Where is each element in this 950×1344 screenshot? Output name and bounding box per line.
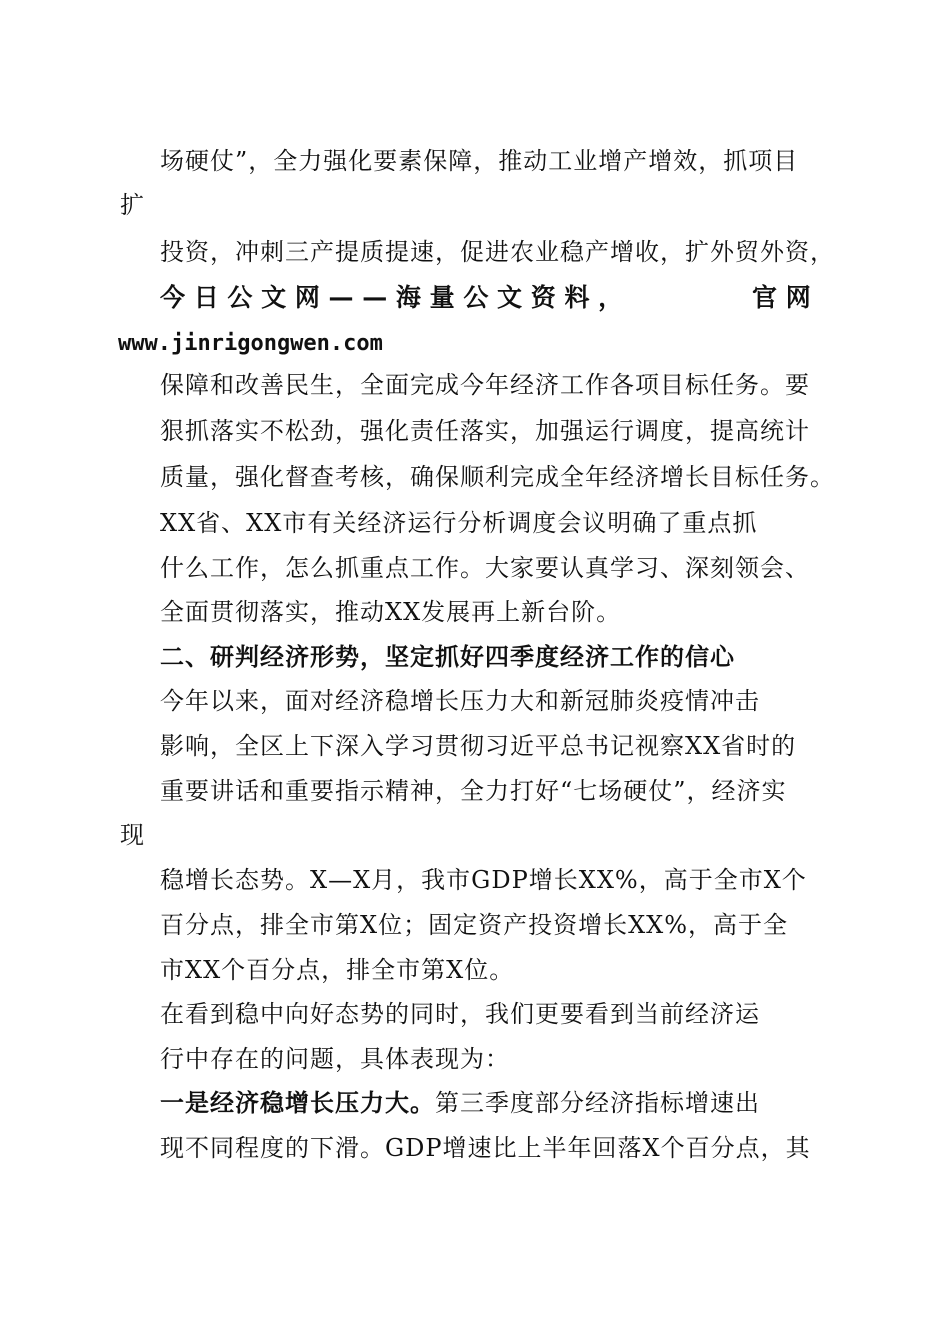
- text-line: XX省、XX市有关经济运行分析调度会议明确了重点抓: [160, 509, 758, 537]
- banner-url: www.jinrigongwen.com: [118, 331, 383, 356]
- text-line: 投资，冲刺三产提质提速，促进农业稳产增收，扩外贸外资，: [160, 238, 835, 266]
- point-one-lead: 一是经济稳增长压力大。: [160, 1089, 435, 1117]
- text-line: 保障和改善民生，全面完成今年经济工作各项目标任务。要: [160, 371, 810, 399]
- text-line: 影响，全区上下深入学习贯彻习近平总书记视察XX省时的: [160, 732, 797, 760]
- text-line: 重要讲话和重要指示精神，全力打好“七场硬仗”，经济实: [160, 777, 787, 805]
- text-line: 稳增长态势。X—X月，我市GDP增长XX%，高于全市X个: [160, 866, 807, 894]
- text-line: 市XX个百分点，排全市第X位。: [160, 956, 515, 984]
- text-line: 什么工作，怎么抓重点工作。大家要认真学习、深刻领会、: [160, 554, 810, 582]
- text-line: 在看到稳中向好态势的同时，我们更要看到当前经济运: [160, 1000, 760, 1028]
- text-line: 场硬仗”，全力强化要素保障，推动工业增产增效，抓项目: [160, 147, 799, 175]
- text-line: 今年以来，面对经济稳增长压力大和新冠肺炎疫情冲击: [160, 687, 760, 715]
- text-line: 狠抓落实不松劲，强化责任落实，加强运行调度，提高统计: [160, 417, 810, 445]
- point-one-line: [160, 1088, 760, 1118]
- text-line: 现不同程度的下滑。GDP增速比上半年回落X个百分点，其: [160, 1134, 811, 1162]
- banner-right-text: 官 网: [752, 283, 811, 312]
- section-heading: 二、研判经济形势，坚定抓好四季度经济工作的信心: [160, 643, 735, 671]
- text-line: 行中存在的问题，具体表现为：: [160, 1045, 510, 1073]
- text-line: 扩: [120, 191, 145, 219]
- text-line: 百分点，排全市第X位；固定资产投资增长XX%，高于全: [160, 911, 789, 939]
- text-line: 质量，强化督查考核，确保顺利完成全年经济增长目标任务。: [160, 463, 835, 491]
- text-line: 全面贯彻落实，推动XX发展再上新台阶。: [160, 598, 622, 626]
- point-one-text: 第三季度部分经济指标增速出: [435, 1089, 760, 1117]
- banner-left-text: 今 日 公 文 网 — — 海 量 公 文 资 料 ，: [160, 283, 624, 312]
- text-line: 现: [120, 821, 145, 849]
